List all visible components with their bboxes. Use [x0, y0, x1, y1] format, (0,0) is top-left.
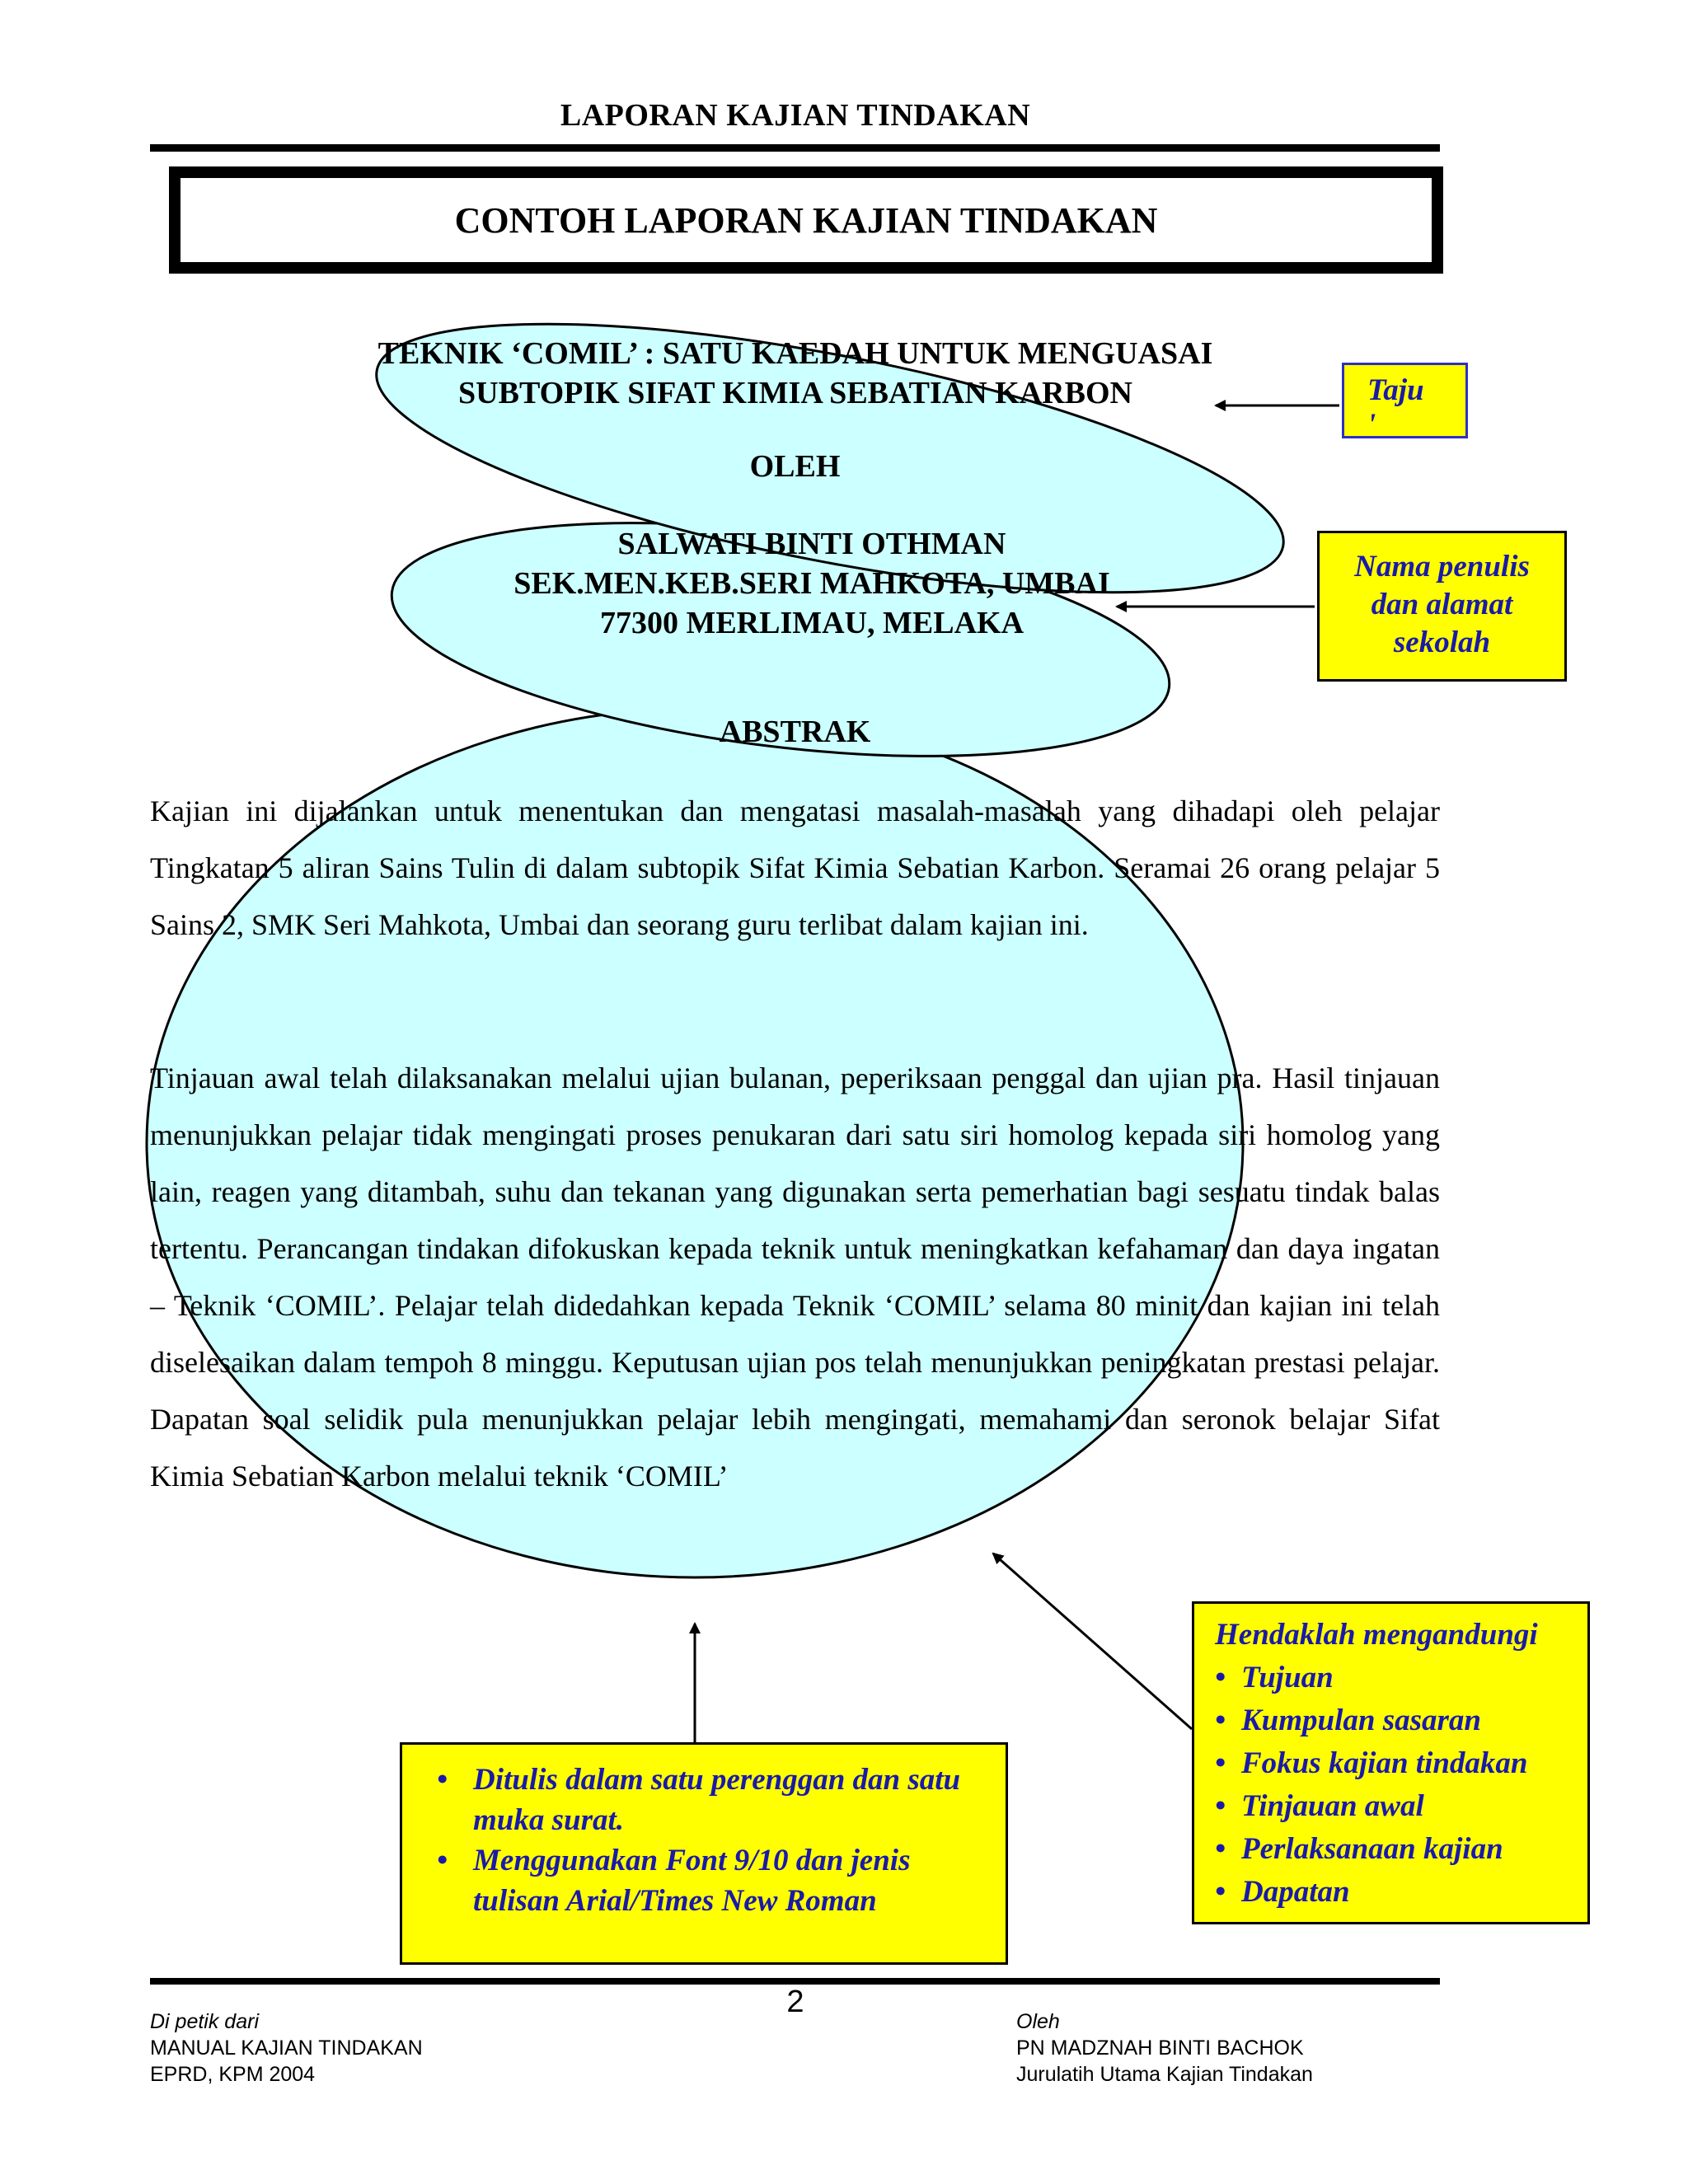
footer-source-title: MANUAL KAJIAN TINDAKAN: [150, 2036, 423, 2060]
author-callout-note: [1317, 531, 1567, 682]
byline: OLEH: [749, 449, 841, 484]
list-item: [1215, 1742, 1587, 1785]
format-callout-note: [400, 1742, 1008, 1965]
author-name: SALWATI BINTI OTHMAN: [617, 527, 1006, 561]
main-title: CONTOH LAPORAN KAJIAN TINDAKAN: [454, 199, 1158, 241]
footer-author-name: PN MADZNAH BINTI BACHOK: [1016, 2036, 1304, 2060]
list-item: [1215, 1699, 1587, 1742]
title-callout-note: [1342, 363, 1468, 438]
author-callout-line: Nama penulis: [1354, 550, 1530, 583]
list-item: [1215, 1828, 1587, 1871]
footer-source-org: EPRD, KPM 2004: [150, 2063, 316, 2086]
content-callout-heading: Hendaklah mengandungi: [1215, 1618, 1538, 1652]
bullet-icon: •: [1215, 1704, 1226, 1737]
abstract-heading: ABSTRAK: [719, 715, 871, 749]
bullet-icon: •: [1215, 1789, 1226, 1823]
title-callout-text: Taju: [1367, 373, 1424, 407]
format-item-text: Ditulis dalam satu perenggan dan satu muka surat.: [473, 1763, 961, 1837]
bullet-icon: •: [437, 1844, 448, 1877]
bullet-icon: •: [1215, 1832, 1226, 1866]
bullet-icon: •: [1215, 1746, 1226, 1780]
paper-title-line-1: TEKNIK ‘COMIL’ : SATU KAEDAH UNTUK MENGUASAI: [377, 336, 1213, 371]
list-item: [1215, 1871, 1587, 1914]
author-callout-line: dan alamat: [1371, 588, 1513, 621]
content-item-text: Kumpulan sasaran: [1241, 1704, 1481, 1737]
paper-title: [305, 334, 1286, 413]
page-number: 2: [786, 1985, 804, 2019]
footer-rule: [150, 1978, 1440, 1985]
bullet-icon: •: [437, 1763, 448, 1797]
author-block: [396, 524, 1228, 643]
footer-source-label: Di petik dari: [150, 2010, 259, 2033]
school-address: 77300 MERLIMAU, MELAKA: [599, 606, 1025, 640]
footer-source: [150, 2008, 423, 2088]
footer-author: [1016, 2008, 1313, 2088]
content-item-text: Tujuan: [1241, 1661, 1334, 1694]
content-item-text: Fokus kajian tindakan: [1241, 1746, 1528, 1780]
content-item-text: Perlaksanaan kajian: [1241, 1832, 1503, 1866]
footer-author-label: Oleh: [1016, 2010, 1060, 2033]
paper-title-line-2: SUBTOPIK SIFAT KIMIA SEBATIAN KARBON: [458, 376, 1132, 410]
list-item: [417, 1840, 989, 1921]
list-item: [417, 1760, 989, 1840]
format-item-text: Menggunakan Font 9/10 dan jenis tulisan Arial/Times New Roman: [473, 1844, 911, 1918]
bullet-icon: •: [1215, 1661, 1226, 1694]
abstract-paragraph: Kajian ini dijalankan untuk menentukan dan mengatasi masalah-masalah yang dihadapi oleh pelajar Tingkatan 5 aliran Sains Tulin di dalam subtopik Sifat Kimia Sebatian Karbon. Seramai 26 orang pelajar 5 Sains 2, SMK Seri Mahkota, Umbai dan seorang guru terlibat dalam kajian ini.: [150, 794, 1440, 941]
content-arrow: [993, 1554, 1192, 1729]
title-callout-cut-text: ': [1367, 408, 1376, 438]
bullet-icon: •: [1215, 1875, 1226, 1909]
school-name: SEK.MEN.KEB.SERI MAHKOTA, UMBAI: [513, 566, 1110, 601]
list-item: [1215, 1657, 1587, 1699]
content-callout-note: [1192, 1601, 1590, 1924]
author-callout-line: sekolah: [1393, 626, 1491, 659]
content-item-text: Tinjauan awal: [1241, 1789, 1424, 1823]
list-item: [1215, 1785, 1587, 1828]
abstract-paragraph: Tinjauan awal telah dilaksanakan melalui ujian bulanan, peperiksaan penggal dan ujian pra. Hasil tinjauan menunjukkan pelajar tidak mengingati proses penukaran dari satu siri homolog kepada siri homolog yang lain, reagen yang ditambah, suhu dan tekanan yang digunakan serta pemerhatian bagi sesuatu tindak balas tertentu. Perancangan tindakan difokuskan kepada teknik untuk meningkatkan kefahaman dan daya ingatan – Teknik ‘COMIL’. Pelajar telah didedahkan kepada Teknik ‘COMIL’ selama 80 minit dan kajian ini telah diselesaikan dalam tempoh 8 minggu. Keputusan ujian pos telah menunjukkan peningkatan prestasi pelajar. Dapatan soal selidik pula menunjukkan pelajar lebih mengingati, memahami dan seronok belajar Sifat Kimia Sebatian Karbon melalui teknik ‘COMIL’: [150, 1062, 1440, 1493]
running-header: LAPORAN KAJIAN TINDAKAN: [560, 98, 1031, 133]
footer-author-role: Jurulatih Utama Kajian Tindakan: [1016, 2063, 1313, 2086]
content-item-text: Dapatan: [1241, 1875, 1350, 1909]
